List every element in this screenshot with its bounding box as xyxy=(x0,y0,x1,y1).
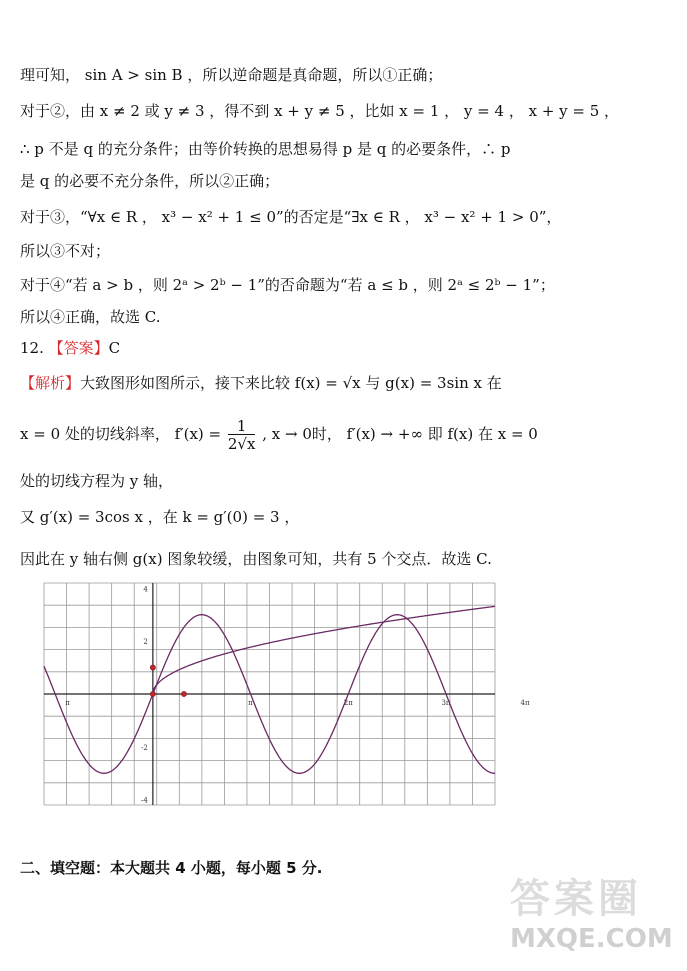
analysis-line-5: 因此在 y 轴右侧 g(x) 图象较缓，由图象可知，共有 5 个交点．故选 C. xyxy=(20,550,492,568)
x-tick-label: π xyxy=(248,699,253,707)
text-line-1: 理可知， sin A > sin B ，所以逆命题是真命题，所以①正确； xyxy=(20,66,443,84)
text-line-7: 对于④“若 a > b ，则 2ᵃ > 2ᵇ − 1”的否命题为“若 a ≤ b ，则 2ᵃ ≤ 2ᵇ − 1”； xyxy=(20,276,555,294)
fraction-denominator: 2√x xyxy=(227,434,256,453)
x-tick-label: π xyxy=(65,699,70,707)
answer-value: C xyxy=(108,339,121,357)
marked-point xyxy=(150,665,155,670)
y-tick-label: -4 xyxy=(141,796,148,805)
watermark-line-1: 答案圈 xyxy=(510,876,642,922)
marked-point xyxy=(150,691,155,696)
function-graph xyxy=(44,583,530,805)
analysis-line-4: 又 g′(x) = 3cos x ，在 k = g′(0) = 3 ， xyxy=(20,508,300,526)
y-tick-label: -2 xyxy=(141,743,148,752)
analysis-line-1 xyxy=(20,372,677,394)
analysis-text-2a: x = 0 处的切线斜率， f′(x) = xyxy=(20,425,222,443)
fraction-numerator: 1 xyxy=(228,418,256,435)
text-line-6: 所以③不对； xyxy=(20,242,111,260)
graph-svg xyxy=(44,583,530,805)
text-line-5: 对于③，“∀x ∈ R ， x³ − x² + 1 ≤ 0”的否定是“∃x ∈ R ， x³ − x² + 1 > 0”， xyxy=(20,208,562,226)
derivative-fraction xyxy=(228,418,256,453)
question-12-header xyxy=(20,337,677,359)
answer-tag: 【答案】 xyxy=(48,339,109,357)
text-line-2: 对于②，由 x ≠ 2 或 y ≠ 3 ，得不到 x + y ≠ 5 ，比如 x = 1 ， y = 4 ， x + y = 5 ， xyxy=(20,102,620,120)
marked-point xyxy=(181,691,186,696)
question-number: 12. xyxy=(20,339,44,357)
text-line-3: ∴ p 不是 q 的充分条件；由等价转换的思想易得 p 是 q 的必要条件，∴ p xyxy=(20,140,511,158)
analysis-line-3: 处的切线方程为 y 轴， xyxy=(20,472,174,490)
section-title: 二、填空题：本大题共 4 小题，每小题 5 分. xyxy=(20,859,323,877)
analysis-text-2b: , x → 0时， f′(x) → +∞ 即 f(x) 在 x = 0 xyxy=(262,425,538,443)
analysis-line-2 xyxy=(20,416,677,453)
watermark-logo xyxy=(510,876,680,966)
x-tick-label: 2π xyxy=(343,699,353,707)
analysis-tag: 【解析】 xyxy=(20,374,81,392)
x-tick-label: 3π xyxy=(441,699,451,707)
x-tick-label: 4π xyxy=(520,699,530,707)
text-line-8: 所以④正确，故选 C. xyxy=(20,308,161,326)
analysis-text-1: 大致图形如图所示，接下来比较 f(x) = √x 与 g(x) = 3sin x 在 xyxy=(80,374,502,392)
text-line-4: 是 q 的必要不充分条件，所以②正确； xyxy=(20,172,280,190)
y-tick-label: 2 xyxy=(143,638,148,647)
y-tick-label: 4 xyxy=(143,585,148,594)
watermark-line-2: MXQE.COM xyxy=(510,924,673,954)
